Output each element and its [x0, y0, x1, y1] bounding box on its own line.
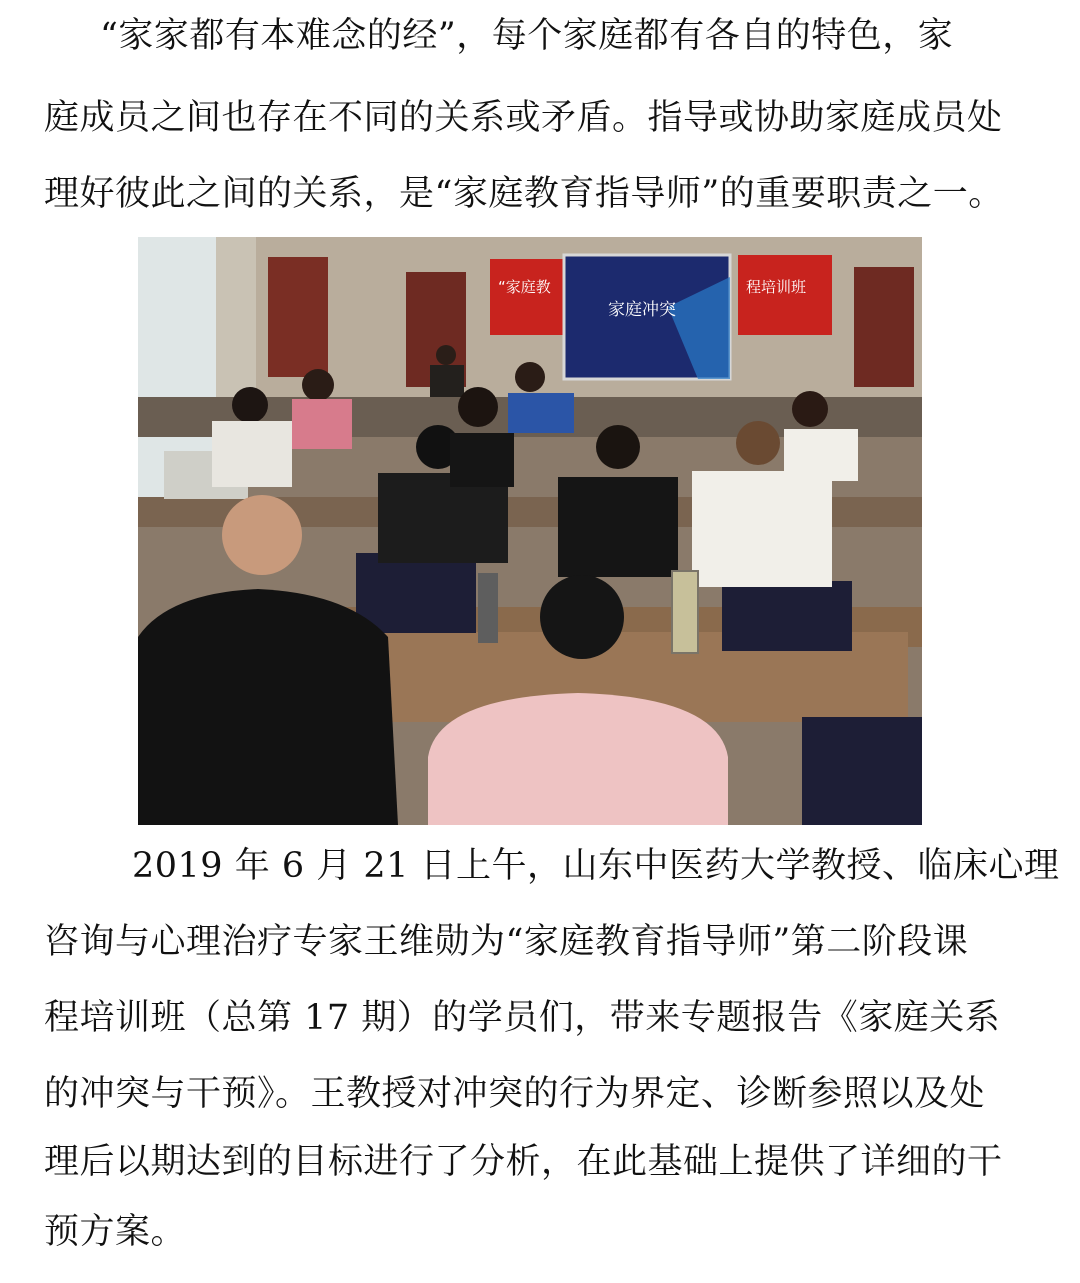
paragraph-2-line-2: 咨询与心理治疗专家王维勋为“家庭教育指导师”第二阶段课 — [44, 922, 969, 962]
paragraph-2-line-5: 理后以期达到的目标进行了分析，在此基础上提供了详细的干 — [44, 1142, 1003, 1182]
banner-right-text: 程培训班 — [746, 278, 807, 296]
paragraph-2-line-1: 2019 年 6 月 21 日上午，山东中医药大学教授、临床心理 — [132, 846, 1060, 886]
paragraph-2-line-6: 预方案。 — [44, 1212, 187, 1252]
classroom-photo — [138, 237, 922, 825]
paragraph-2-line-4: 的冲突与干预》。王教授对冲突的行为界定、诊断参照以及处 — [44, 1074, 986, 1114]
screen-text: 家庭冲突 — [608, 300, 676, 320]
paragraph-1-line-3: 理好彼此之间的关系，是“家庭教育指导师”的重要职责之一。 — [44, 174, 1004, 214]
paragraph-1-line-2: 庭成员之间也存在不同的关系或矛盾。指导或协助家庭成员处 — [44, 98, 1003, 138]
paragraph-2-line-3: 程培训班（总第 17 期）的学员们，带来专题报告《家庭关系 — [44, 998, 1001, 1038]
paragraph-1-line-1: “家家都有本难念的经”，每个家庭都有各自的特色，家 — [100, 16, 954, 56]
banner-left-text: “家庭教 — [498, 278, 551, 296]
